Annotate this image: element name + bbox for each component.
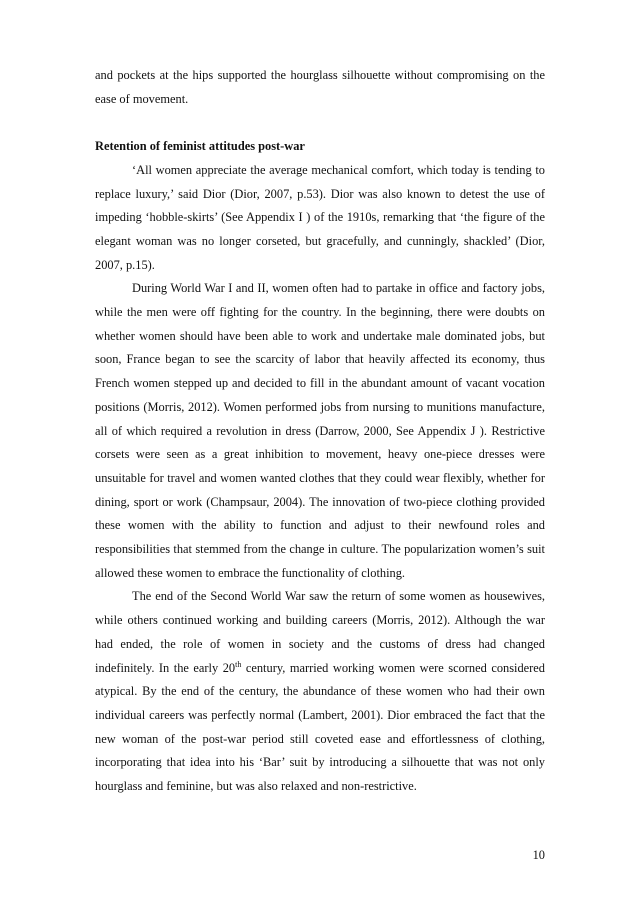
paragraph-dior-quote: ‘All women appreciate the average mechanical comfort, which today is tending to replace luxury,’ said Dior (Dior, 2007, p.53). Dior was also known to detest the use of impeding ‘hobble-skirts’ (See Appendix I ) of the 1910s, remarking that ‘the figure of the elegant woman was no longer corseted, but gracefully, and cunningly, shackled’ (Dior, 2007, p.15). [95, 162, 545, 272]
paragraph-post-war [95, 585, 545, 798]
section-heading: Retention of feminist attitudes post-war [95, 139, 305, 154]
post-war-text-part2: century, married working women were scorned considered atypical. By the end of the century, the abundance of these women who had their own individual careers was perfectly normal (Lambert, 2001). Dior embraced the fact that the new woman of the post-war period still coveted ease and effortlessness of clothing, incorporating that idea into his ‘Bar’ suit by introducing a silhouette that was not only hourglass and feminine, but was also relaxed and non-restrictive. [95, 660, 545, 794]
paragraph-spacer [95, 111, 545, 135]
ordinal-superscript: th [235, 659, 242, 669]
post-war-text-part1: The end of the Second World War saw the return of some women as housewives, while others continued working and building careers (Morris, 2012). Although the war had ended, the role of women in society and the customs of dress had changed indefinitely. In the early 20 [95, 589, 545, 675]
body-text [95, 64, 545, 799]
page-number: 10 [532, 848, 545, 862]
paragraph-continuation: and pockets at the hips supported the hourglass silhouette without compromising on the ease of movement. [95, 68, 545, 106]
paragraph-world-wars: During World War I and II, women often had to partake in office and factory jobs, while the men were off fighting for the country. In the beginning, there were doubts on whether women should have been able to work and undertake male dominated jobs, but soon, France began to see the scarcity of labor that heavily affected its economy, thus French women stepped up and decided to fill in the abundant amount of vacant vocation positions (Morris, 2012). Women performed jobs from nursing to munitions manufacture, all of which required a revolution in dress (Darrow, 2000, See Appendix J ). Restrictive corsets were seen as a great inhibition to movement, heavy one-piece dresses were unsuitable for travel and women wanted clothes that they could wear flexibly, whether for dining, sport or work (Champsaur, 2004). The innovation of two-piece clothing provided these women with the ability to function and adjust to their newfound roles and responsibilities that stemmed from the change in culture. The popularization women’s suit allowed these women to embrace the functionality of clothing. [95, 281, 545, 580]
